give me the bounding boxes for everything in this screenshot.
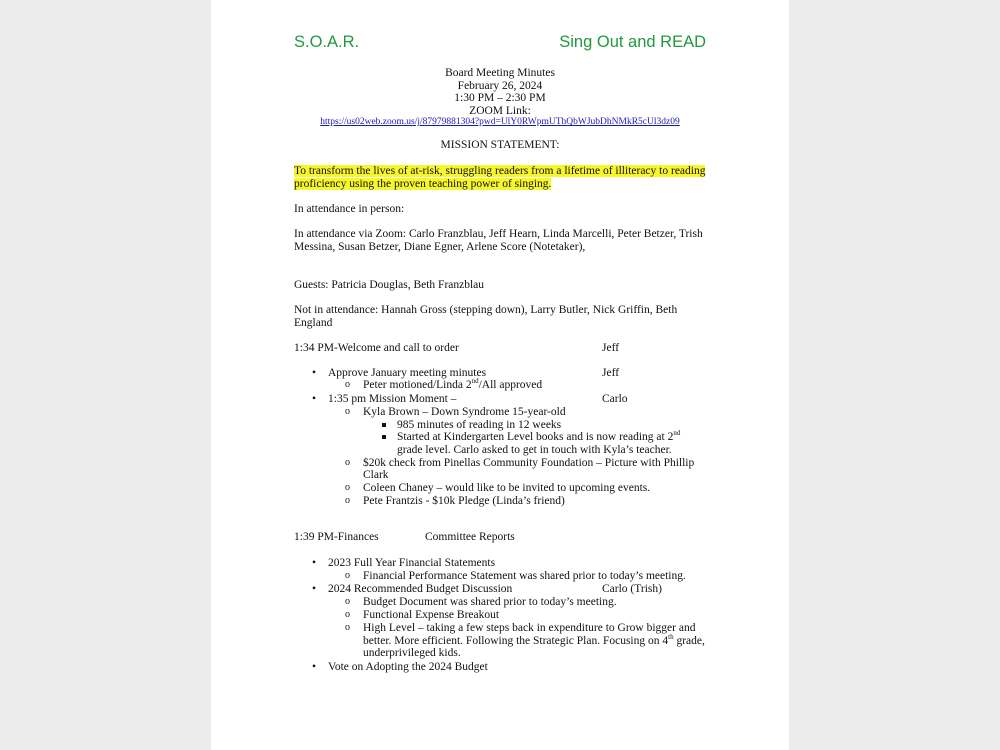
agenda-finances: 1:39 PM-Finances <box>294 531 379 543</box>
pete-frantzis: o Pete Frantzis - $10k Pledge (Linda’s friend) <box>363 495 565 508</box>
document-header <box>294 33 706 55</box>
meeting-date: February 26, 2024 <box>457 79 543 92</box>
high-level-line-3: underprivileged kids. <box>363 647 461 659</box>
meeting-time: 1:30 PM – 2:30 PM <box>454 92 546 105</box>
agenda-mission-moment: • 1:35 pm Mission Moment – <box>328 393 456 406</box>
agenda-approve-minutes: • Approve January meeting minutes <box>328 367 486 380</box>
budget-2024-presenter: Carlo (Trish) <box>602 583 662 595</box>
not-in-attendance-line-1: Not in attendance: Hannah Gross (stepping down), Larry Butler, Nick Griffin, Beth <box>294 304 678 316</box>
high-level-line-1: o High Level – taking a few steps back in expenditure to Grow bigger and <box>363 622 695 635</box>
mission-statement-line-1: To transform the lives of at-risk, struggling readers from a lifetime of illiteracy to reading <box>294 165 706 177</box>
kyla-level-line-2: grade level. Carlo asked to get in touch with Kyla’s teacher. <box>397 444 672 456</box>
zoom-label: ZOOM Link: <box>469 104 531 117</box>
mission-statement-line-2: proficiency using the proven teaching power of singing. <box>294 178 552 190</box>
committee-reports: Committee Reports <box>425 531 515 543</box>
check-line-2: Clark <box>363 469 389 481</box>
org-acronym: S.O.A.R. <box>294 33 360 51</box>
budget-2024-discussion: • 2024 Recommended Budget Discussion <box>328 583 512 596</box>
kyla-level-line-1: Started at Kindergarten Level books and is now reading at 2nd <box>397 429 681 443</box>
agenda-mission-moment-presenter: Carlo <box>602 393 628 405</box>
meeting-info <box>211 67 789 128</box>
agenda-welcome-presenter: Jeff <box>602 342 620 354</box>
not-in-attendance-line-2: England <box>294 317 333 329</box>
agenda-welcome: 1:34 PM-Welcome and call to order <box>294 342 459 354</box>
budget-document: o Budget Document was shared prior to today’s meeting. <box>363 596 617 609</box>
kyla-minutes: 985 minutes of reading in 12 weeks <box>397 419 562 431</box>
mission-title: MISSION STATEMENT: <box>440 139 560 151</box>
kyla-brown: o Kyla Brown – Down Syndrome 15-year-old <box>363 406 566 419</box>
agenda-approve-presenter: Jeff <box>602 367 620 379</box>
fy2023-statements: • 2023 Full Year Financial Statements <box>328 557 495 570</box>
zoom-link[interactable]: https://us02web.zoom.us/j/87979881304?pwd=UlY0RWpmUThQbWJubDhNMkR5cUl3dz09 <box>320 117 680 128</box>
coleen-chaney: o Coleen Chaney – would like to be invited to upcoming events. <box>363 482 650 495</box>
functional-expense: o Functional Expense Breakout <box>363 609 499 622</box>
attendance-in-person: In attendance in person: <box>294 203 405 215</box>
fy2023-shared: o Financial Performance Statement was shared prior to today’s meeting. <box>363 570 686 583</box>
check-line-1: o $20k check from Pinellas Community Foundation – Picture with Phillip <box>363 457 694 470</box>
approve-motion: o Peter motioned/Linda 2nd/All approved <box>363 379 542 392</box>
attendance-zoom-line-1: In attendance via Zoom: Carlo Franzblau, Jeff Hearn, Linda Marcelli, Peter Betzer, Trish <box>294 228 703 240</box>
guests: Guests: Patricia Douglas, Beth Franzblau <box>294 279 485 291</box>
org-tagline: Sing Out and READ <box>559 33 706 51</box>
meeting-title: Board Meeting Minutes <box>445 67 555 79</box>
attendance-zoom-line-2: Messina, Susan Betzer, Diane Egner, Arlene Score (Notetaker), <box>294 241 586 253</box>
vote-budget: • Vote on Adopting the 2024 Budget <box>328 661 488 674</box>
document-page <box>211 0 789 750</box>
high-level-line-2: better. More efficient. Following the Strategic Plan. Focusing on 4th grade, <box>363 633 705 647</box>
